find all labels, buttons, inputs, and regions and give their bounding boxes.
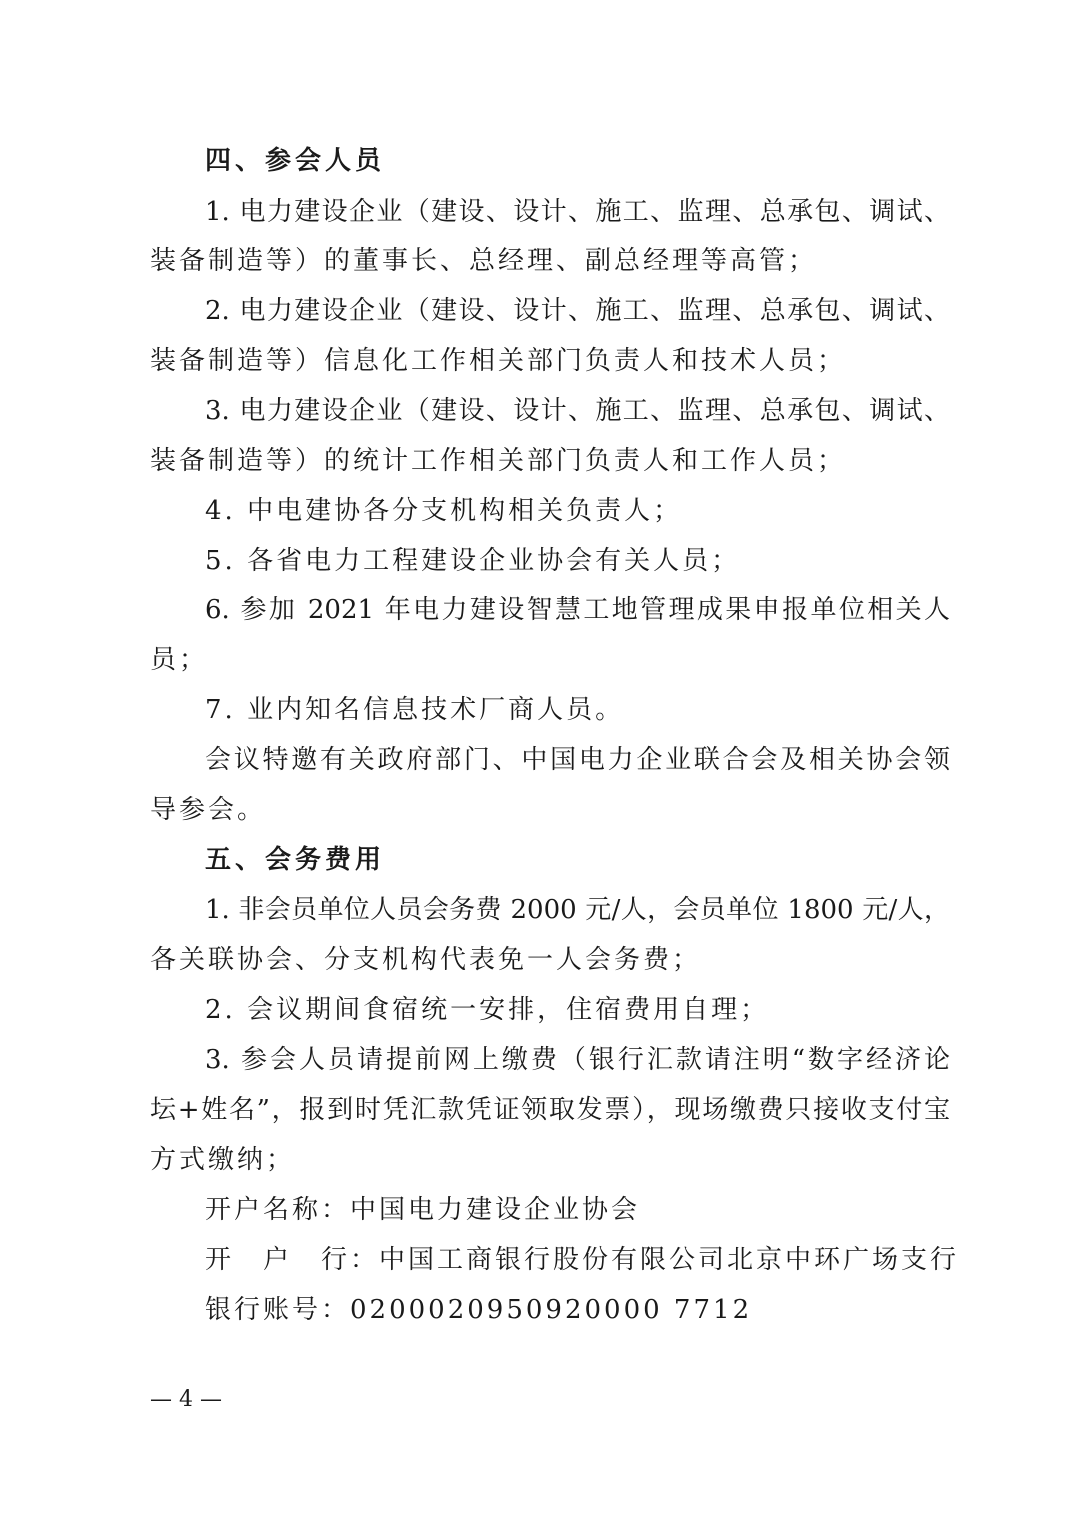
participant-item-4: 4. 中电建协各分支机构相关负责人；: [205, 496, 683, 526]
fee-item-1-line-1: 1. 非会员单位人员会务费 2000 元/人，会员单位 1800 元/人，: [205, 895, 950, 925]
fee-item-3-line-3: 方式缴纳；: [150, 1145, 296, 1175]
account-number: 银行账号：0200020950920000 7712: [205, 1295, 753, 1325]
fee-item-1-line-2: 各关联协会、分支机构代表免一人会务费；: [150, 945, 702, 975]
page-number: — 4 —: [150, 1387, 222, 1412]
participant-item-6-line-1: 6. 参加 2021 年电力建设智慧工地管理成果申报单位相关人: [205, 595, 950, 625]
participant-item-7: 7. 业内知名信息技术厂商人员。: [205, 695, 625, 725]
fee-item-3-line-1: 3. 参会人员请提前网上缴费（银行汇款请注明“数字经济论: [205, 1045, 950, 1075]
section-heading-fees: 五、会务费用: [205, 845, 386, 875]
bank-name: 开 户 行：中国工商银行股份有限公司北京中环广场支行: [205, 1245, 960, 1275]
fee-item-2: 2. 会议期间食宿统一安排，住宿费用自理；: [205, 995, 770, 1025]
participant-item-3-line-1: 3. 电力建设企业（建设、设计、施工、监理、总承包、调试、: [205, 396, 950, 426]
participant-item-2-line-1: 2. 电力建设企业（建设、设计、施工、监理、总承包、调试、: [205, 296, 950, 326]
special-invitation-line-1: 会议特邀有关政府部门、中国电力企业联合会及相关协会领: [205, 745, 950, 775]
participant-item-5: 5. 各省电力工程建设企业协会有关人员；: [205, 546, 741, 576]
participant-item-2-line-2: 装备制造等）信息化工作相关部门负责人和技术人员；: [150, 346, 847, 376]
section-heading-participants: 四、参会人员: [205, 146, 386, 176]
account-name: 开户名称：中国电力建设企业协会: [205, 1195, 641, 1225]
participant-item-1-line-1: 1. 电力建设企业（建设、设计、施工、监理、总承包、调试、: [205, 197, 950, 227]
fee-item-3-line-2: 坛+姓名”，报到时凭汇款凭证领取发票），现场缴费只接收支付宝: [150, 1095, 950, 1125]
participant-item-3-line-2: 装备制造等）的统计工作相关部门负责人和工作人员；: [150, 446, 847, 476]
participant-item-1-line-2: 装备制造等）的董事长、总经理、副总经理等高管；: [150, 246, 818, 276]
participant-item-6-line-2: 员；: [150, 645, 209, 675]
special-invitation-line-2: 导参会。: [150, 795, 267, 825]
